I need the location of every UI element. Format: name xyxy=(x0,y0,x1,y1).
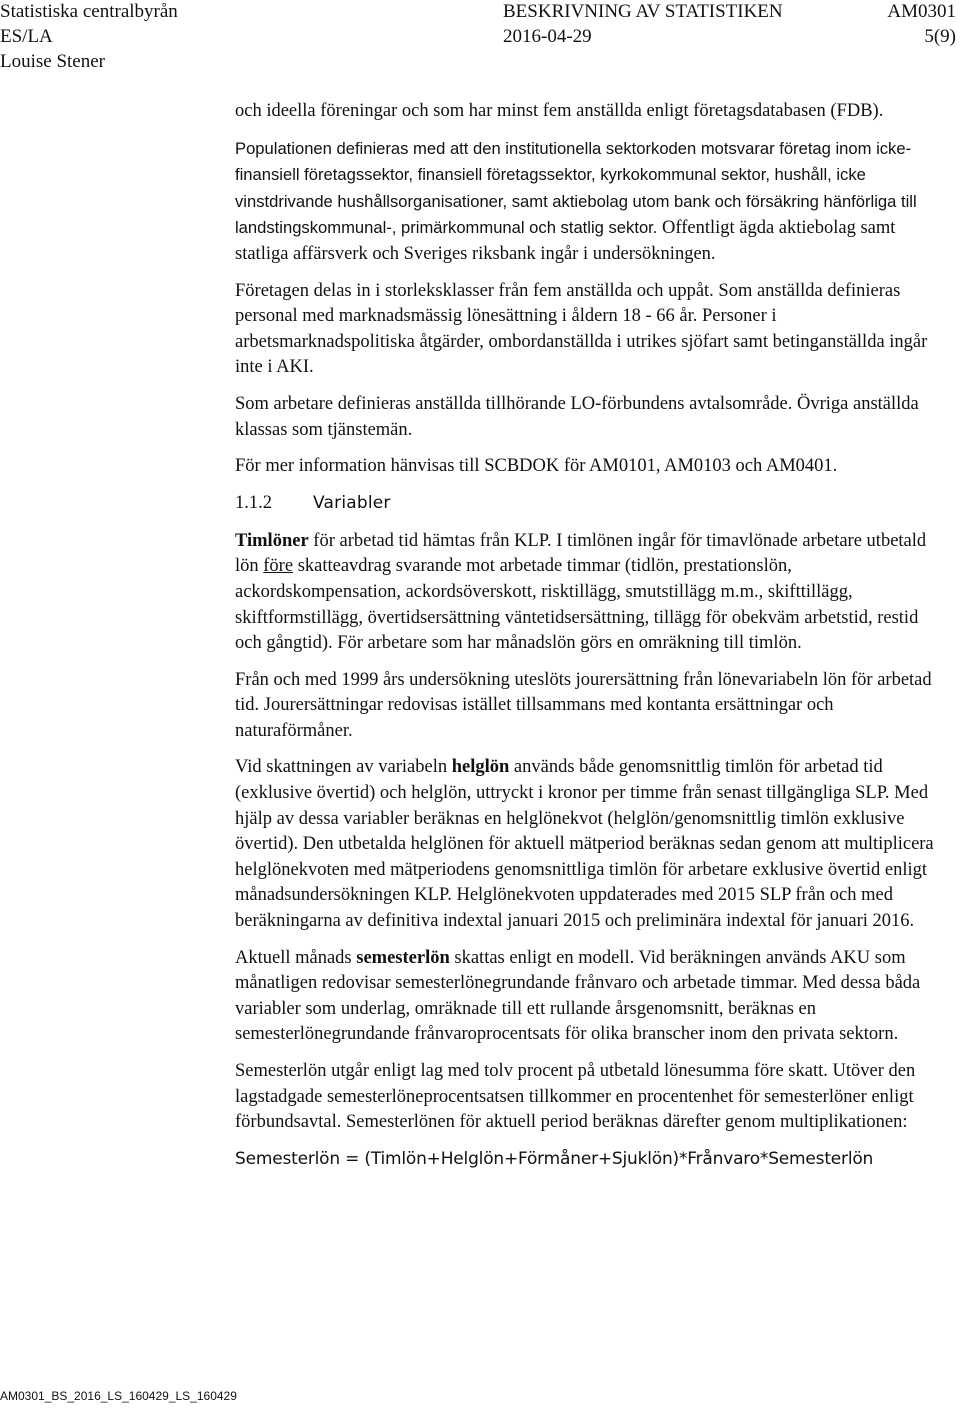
formula-text: Semesterlön = (Timlön+Helglön+Förmåner+Sjuklön)*Frånvaro*Semesterlön xyxy=(235,1148,874,1169)
document-body xyxy=(235,99,945,1183)
term-helglon: helglön xyxy=(451,757,510,778)
header-org: Statistiska centralbyrån xyxy=(0,1,178,22)
paragraph-size-classes: Företagen delas in i storleksklasser från fem anställda och uppåt. Som anställda definieras personal med marknadsmässig lönesättning i åldern 18 - 66 år. Personer i arbetsmarknadspolitiska åtgärder, ombordanställda i utrikes sjöfart samt betinganställda ingår inte i AKI. xyxy=(235,280,928,378)
section-number: 1.1.2 xyxy=(235,492,272,513)
header-date: 2016-04-29 xyxy=(503,26,592,47)
paragraph-fdb: och ideella föreningar och som har minst fem anställda enligt företagsdatabasen (FDB). xyxy=(235,101,884,121)
footer-file-id: AM0301_BS_2016_LS_160429_LS_160429 xyxy=(0,1389,237,1403)
header-doc-type: BESKRIVNING AV STATISTIKEN xyxy=(503,1,783,22)
formula xyxy=(235,1147,945,1173)
header-right xyxy=(887,0,956,50)
paragraph-lag: Semesterlön utgår enligt lag med tolv procent på utbetald lönesumma före skatt. Utöver den lagstadgade semesterlöneprocentsatsen tillkommer en procentenhet för semesterlöner enligt förbundsavtal. Semesterlönen för aktuell period beräknas därefter genom multiplikationen: xyxy=(235,1061,916,1133)
population-sans-text: Populationen definieras med att den institutionella sektorkoden motsvarar företag inom icke-finansiell företagssektor, finansiell företagssektor, kyrkokommunal sektor, hushåll, icke vinstdrivande hushållsorganisationer, samt aktiebolag utom bank och försäkring hänförliga till landstingskommunal-, primärkommunal och statlig sektor. xyxy=(235,138,917,238)
paragraph-helglon: Vid skattningen av variabeln helglön används både genomsnittlig timlön för arbetad tid (exklusive övertid) och helglön, uttryckt i kronor per timme från senast tillgängliga SLP. Med hjälp av dessa variabler beräknas en helglönekvot (helglön/genomsnittlig timlön exklusive övertid). Den utbetalda helglönen för aktuell mätperiod beräknas sedan genom att multiplicera helglönekvoten med mätperiodens genomsnittliga timlön för arbetare exklusive övertid enligt månadsundersökningen KLP. Helglönekvoten uppdaterades med 2015 SLP från och med beräkningarna av definitiva indextal januari 2015 och preliminära indextal för januari 2016. xyxy=(235,757,934,932)
underlined-fore: före xyxy=(263,556,294,577)
header-page-number: 5(9) xyxy=(924,26,956,47)
population-serif-text: Offentligt ägda aktiebolag samt statliga affärsverk och Sveriges riksbank ingår i undersökningen. xyxy=(235,218,896,264)
paragraph-population xyxy=(235,136,945,268)
header-center xyxy=(503,0,783,50)
paragraph-workers: Som arbetare definieras anställda tillhörande LO-förbundens avtalsområde. Övriga anställda klassas som tjänstemän. xyxy=(235,393,919,440)
section-heading xyxy=(235,491,945,517)
header-unit: ES/LA xyxy=(0,26,53,47)
header-author: Louise Stener xyxy=(0,51,106,72)
paragraph-timloner: Timlöner för arbetad tid hämtas från KLP. I timlönen ingår för timavlönade arbetare utbetald lön före skatteavdrag svarande mot arbetade timmar (tidlön, prestationslön, ackordskompensation, ackordsöverskott, risktillägg, smutstillägg m.m., skifttillägg, skiftformstillägg, övertidsersättning väntetidsersättning, tillägg för obekväm arbetstid, restid och gångtid). För arbetare som har månadslön görs en omräkning till timlön. xyxy=(235,530,927,654)
term-semesterlon: semesterlön xyxy=(356,947,450,968)
section-title: Variabler xyxy=(313,492,391,513)
header-doc-code: AM0301 xyxy=(887,1,956,22)
header-left xyxy=(0,0,178,75)
paragraph-more-info: För mer information hänvisas till SCBDOK för AM0101, AM0103 och AM0401. xyxy=(235,456,838,477)
term-timloner: Timlöner xyxy=(235,530,309,551)
paragraph-jour: Från och med 1999 års undersökning uteslöts jourersättning från lönevariabeln lön för arbetad tid. Jourersättningar redovisas istället tillsammans med kontanta ersättningar och naturaförmåner. xyxy=(235,669,932,741)
paragraph-semesterlon: Aktuell månads semesterlön skattas enligt en modell. Vid beräkningen används AKU som månatligen redovisar semesterlönegrundande frånvaro och arbetade timmar. Med dessa båda variabler som underlag, omräknade till ett rullande årsgenomsnitt, beräknas en semesterlönegrundande frånvaroprocentsats för olika branscher inom den privata sektorn. xyxy=(235,947,921,1045)
